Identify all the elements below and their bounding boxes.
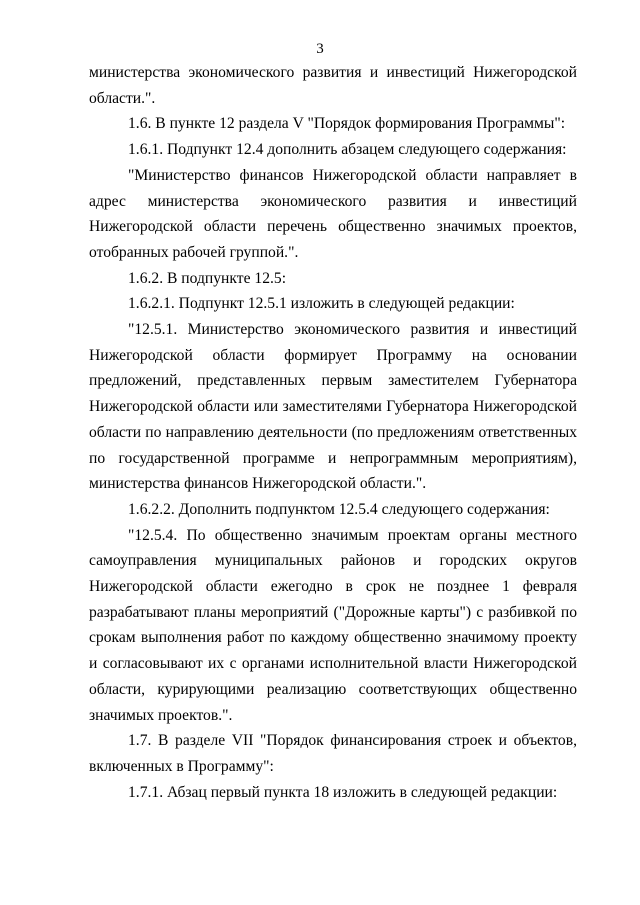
paragraph-item-1-7-1: 1.7.1. Абзац первый пункта 18 изложить в следующей редакции:	[128, 783, 558, 801]
paragraph-item-1-6: 1.6. В пункте 12 раздела V "Порядок формирования Программы":	[128, 115, 566, 133]
paragraph-item-1-6-2: 1.6.2. В подпункте 12.5:	[128, 269, 287, 287]
paragraph-item-1-7: 1.7. В разделе VII "Порядок финансирования строек и объектов, включенных в Программу":	[89, 732, 577, 775]
paragraph-item-1-6-1: 1.6.1. Подпункт 12.4 дополнить абзацем следующего содержания:	[128, 141, 567, 159]
paragraph-quote-12-5-1: "12.5.1. Министерство экономического развития и инвестиций Нижегородской области формирует Программу на основании предложений, представленных первым заместителем Губернатора Нижегородской области или заместителями Губернатора Нижегородской области по направлению деятельности (по предложениям ответственных по государственной программе и непрограммным мероприятиям), министерства финансов Нижегородской области.".	[89, 321, 577, 493]
paragraph-quote-12-5-4: "12.5.4. По общественно значимым проектам органы местного самоуправления муниципальных районов и городских округов Нижегородской области ежегодно в срок не позднее 1 февраля разрабатывают планы мероприятий ("Дорожные карты") с разбивкой по срокам выполнения работ по каждому общественно значимому проекту и согласовывают их с органами исполнительной власти Нижегородской области, курирующими реализацию соответствующих общественно значимых проектов.".	[89, 526, 577, 724]
paragraph-item-1-6-2-2: 1.6.2.2. Дополнить подпунктом 12.5.4 следующего содержания:	[128, 500, 550, 518]
paragraph-continuation: министерства экономического развития и инвестиций Нижегородской области.".	[89, 64, 577, 107]
document-body	[89, 60, 577, 805]
paragraph-quote-ministry-finance: "Министерство финансов Нижегородской области направляет в адрес министерства экономического развития и инвестиций Нижегородской области перечень общественно значимых проектов, отобранных рабочей группой.".	[89, 166, 577, 261]
paragraph-item-1-6-2-1: 1.6.2.1. Подпункт 12.5.1 изложить в следующей редакции:	[128, 295, 515, 313]
page-number: 3	[316, 41, 324, 57]
